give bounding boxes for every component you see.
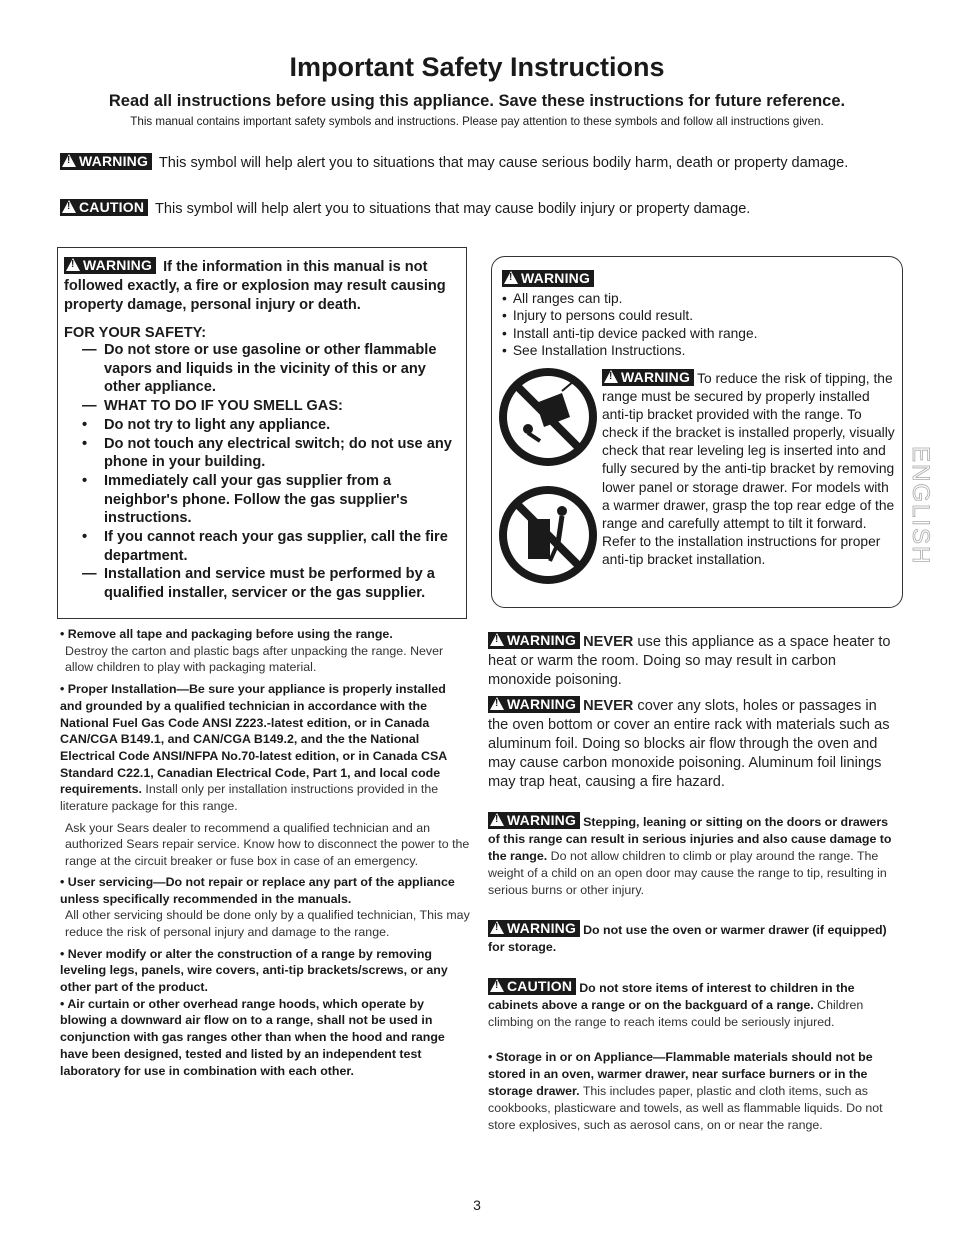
- caution-badge: !CAUTION: [60, 199, 148, 216]
- gas-safety-item: — Do not store or use gasoline or other flammable vapors and liquids in the vicinity of this or any other appliance.: [82, 342, 437, 396]
- alert-triangle-icon: [62, 154, 76, 167]
- intro-text: This manual contains important safety symbols and instructions. Please pay attention to these symbols and follow all instructions given.: [130, 115, 824, 128]
- cabinet-caution: !CAUTION Do not store items of interest to children in the cabinets above a range or on the backguard of a range. Children climbing on the range to reach items could be seriously injured.: [488, 978, 898, 1031]
- anti-tip-bullet: • Injury to persons could result.: [502, 307, 758, 324]
- caution-symbol-text: This symbol will help alert you to situations that may cause bodily injury or property damage.: [154, 201, 751, 217]
- alert-triangle-icon: [504, 271, 518, 284]
- space-heater-warning: !WARNING NEVER use this appliance as a space heater to heat or warm the room. Doing so may result in carbon monoxide poisoning.: [488, 632, 898, 690]
- tape-text: Destroy the carton and plastic bags after unpacking the range. Never allow children to play with packaging material.: [65, 643, 444, 675]
- aluminum-foil-warning: !WARNING NEVER cover any slots, holes or passages in the oven bottom or cover an entire rack with materials such as aluminum foil. Doing so blocks air flow through the oven and may cause carbon monoxide poisoning. Aluminum foil linings may trap heat, causing a fire hazard.: [488, 696, 898, 792]
- caution-symbol-definition: [60, 199, 750, 217]
- servicing-heading: • User servicing—Do not repair or replace any part of the appliance unless specifically recommended in the manuals.: [60, 874, 455, 906]
- warning-badge: !WARNING: [488, 920, 580, 937]
- gas-safety-item: — Installation and service must be performed by a qualified installer, servicer or the gas supplier.: [82, 566, 435, 602]
- alert-triangle-icon: [490, 921, 504, 934]
- gas-safety-item: — WHAT TO DO IF YOU SMELL GAS:: [82, 398, 343, 415]
- language-side-label: ENGLISH: [907, 446, 934, 566]
- anti-tip-bullet: • All ranges can tip.: [502, 290, 758, 307]
- anti-tip-bullet: • See Installation Instructions.: [502, 342, 758, 359]
- anti-tip-bullets: [502, 290, 758, 359]
- caution-badge: !CAUTION: [488, 978, 576, 995]
- warning-badge: !WARNING: [60, 153, 152, 170]
- gas-safety-item: • Do not touch any electrical switch; do not use any phone in your building.: [82, 435, 452, 471]
- warning-symbol-definition: [60, 153, 848, 171]
- alert-triangle-icon: [490, 813, 504, 826]
- page-number: 3: [473, 1197, 481, 1213]
- dealer-text: Ask your Sears dealer to recommend a qualified technician and an authorized Sears repair service. Know how to disconnect the power to the range at the circuit breaker or fuse box in case of an emergency.: [65, 820, 470, 869]
- anti-tip-paragraph: !WARNING To reduce the risk of tipping, the range must be secured by properly installed anti-tip bracket provided with the range. To check if the bracket is installed properly, visually check that rear leveling leg is inserted into and fully secured by the anti-tip bracket by removing lower panel or storage drawer. For models with a warmer drawer, grasp the top rear edge of the range and carefully attempt to tilt it forward. Refer to the installation instructions for proper anti-tip bracket installation.: [602, 369, 900, 569]
- alert-triangle-icon: [604, 370, 618, 383]
- anti-tip-bullet: • Install anti-tip device packed with range.: [502, 325, 758, 342]
- alert-triangle-icon: [490, 633, 504, 646]
- page-subtitle: Read all instructions before using this appliance. Save these instructions for future reference.: [108, 92, 846, 110]
- right-column: [488, 632, 898, 1134]
- warning-badge: !WARNING: [488, 632, 580, 649]
- alert-triangle-icon: [66, 258, 80, 271]
- warning-badge: !WARNING: [488, 812, 580, 829]
- warning-badge: !WARNING: [64, 257, 156, 274]
- gas-warning-box: [57, 247, 467, 619]
- warning-badge: !WARNING: [602, 369, 694, 386]
- installation-paragraph: • Proper Installation—Be sure your appliance is properly installed and grounded by a qualified technician in accordance with the National Fuel Gas Code ANSI Z223.-latest edition, or in Canada CAN/CGA B149.1, and CAN/CGA B149.2, and the the National Electrical Code ANSI/NFPA No.70-latest edition, or in Canada CSA Standard C22.1, Canadian Electrical Code, Part 1, and local code requirements. Install only per installation instructions provided in the literature package for this range.: [60, 682, 447, 814]
- anti-tip-warning-box: [491, 256, 903, 608]
- modify-warning: • Never modify or alter the construction of a range by removing leveling legs, panels, wire covers, anti-tip brackets/screws, or any other part of the product.: [60, 946, 448, 995]
- storage-warning: !WARNING Do not use the oven or warmer drawer (if equipped) for storage.: [488, 920, 898, 956]
- for-your-safety-heading: FOR YOUR SAFETY:: [64, 325, 207, 341]
- gas-safety-item: • Immediately call your gas supplier from a neighbor's phone. Follow the gas supplier's instructions.: [82, 472, 408, 527]
- flammable-storage-warning: • Storage in or on Appliance—Flammable materials should not be stored in an oven, warmer drawer, near surface burners or in the storage drawer. This includes paper, plastic and cloth items, such as cookbooks, plasticware and towels, as well as flammable liquids. Do not store explosives, such as aerosol cans, on or near the range.: [488, 1050, 883, 1132]
- no-standing-on-door-icon: [498, 485, 598, 585]
- air-curtain-warning: • Air curtain or other overhead range hoods, which operate by blowing a downward air flow on to a range, shall not be used in conjunction with gas ranges other than when the hood and range have been designed, tested and listed by an independent test laboratory for use in combination with each other.: [60, 996, 445, 1078]
- gas-safety-item: • Do not try to light any appliance.: [82, 416, 331, 433]
- page-title: Important Safety Instructions: [289, 52, 665, 82]
- gas-safety-item: • If you cannot reach your gas supplier, call the fire department.: [82, 529, 448, 564]
- warning-symbol-text: This symbol will help alert you to situations that may cause serious bodily harm, death or property damage.: [158, 155, 849, 171]
- left-column: [60, 626, 470, 1079]
- gas-safety-list: [64, 341, 458, 603]
- alert-triangle-icon: [62, 200, 76, 213]
- servicing-text: All other servicing should be done only by a qualified technician, This may reduce the risk of personal injury and damage to the range.: [65, 908, 470, 939]
- doors-warning: !WARNING Stepping, leaning or sitting on the doors or drawers of this range can result in serious injuries and also cause damage to the range. Do not allow children to climb or play around the range. The weight of a child on an open door may cause the range to tip, resulting in serious burns or other injury.: [488, 812, 898, 899]
- gas-warning-lead: !WARNING If the information in this manual is not followed exactly, a fire or explosion may result causing property damage, personal injury or death.: [64, 257, 458, 315]
- alert-triangle-icon: [490, 979, 504, 992]
- tape-heading: • Remove all tape and packaging before using the range.: [60, 627, 393, 641]
- alert-triangle-icon: [490, 697, 504, 710]
- no-tipping-range-icon: [498, 367, 598, 467]
- warning-badge: !WARNING: [502, 270, 594, 287]
- language-side-tab: [905, 440, 934, 580]
- warning-badge: !WARNING: [488, 696, 580, 713]
